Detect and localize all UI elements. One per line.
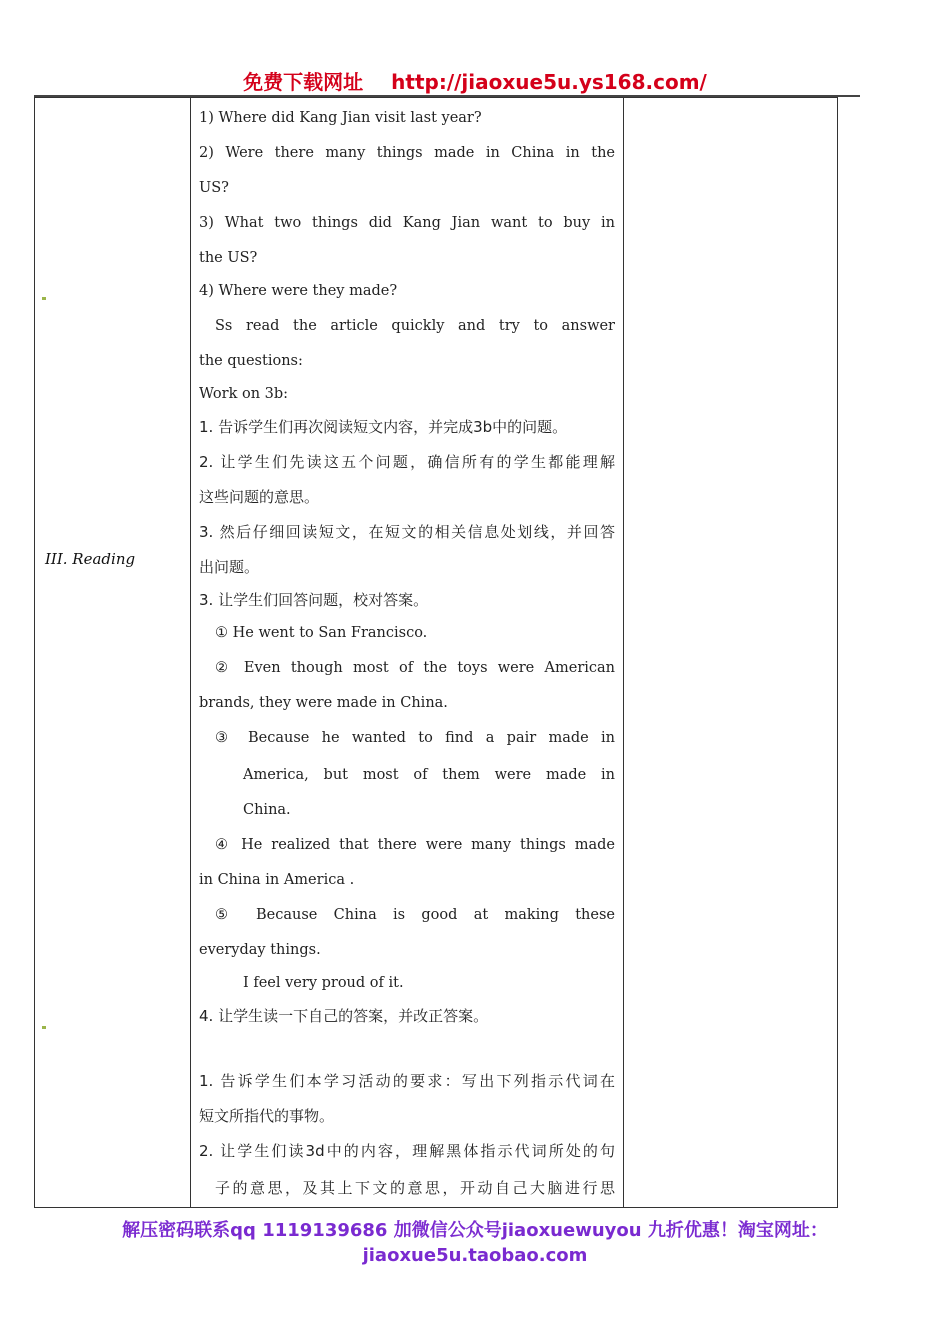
answer-line: in China in America .: [199, 872, 355, 888]
answer-line: China.: [243, 802, 291, 818]
content-text: [191, 98, 623, 1207]
step-line: 1. 告诉学生们本学习活动的要求：写出下列指示代词在: [199, 1072, 615, 1090]
step-line: 3. 让学生们回答问题，校对答案。: [199, 591, 429, 609]
lesson-plan-table: [34, 97, 838, 1208]
bullet-mark: [42, 1026, 46, 1029]
step-line: 2. 让学生们读3d中的内容，理解黑体指示代词所处的句: [199, 1142, 615, 1160]
question-line: 3) What two things did Kang Jian want to buy in: [199, 215, 615, 231]
answer-line: everyday things.: [199, 942, 321, 958]
footer-contact-line: 解压密码联系qq 1119139686 加微信公众号jiaoxuewuyou 九折优惠！淘宝网址：: [122, 1220, 828, 1241]
footer-shop-url[interactable]: jiaoxue5u.taobao.com: [362, 1245, 588, 1266]
question-line: 2) Were there many things made in China in the: [199, 145, 615, 161]
answer-line: America, but most of them were made in: [243, 767, 615, 783]
bullet-mark: [42, 297, 46, 300]
step-line: 出问题。: [199, 558, 260, 576]
section-label: III. Reading: [45, 550, 136, 568]
question-line: the US?: [199, 250, 258, 266]
page-footer: [0, 1218, 950, 1268]
step-line: 1. 告诉学生们再次阅读短文内容，并完成3b中的问题。: [199, 418, 568, 436]
instruction-line: Ss read the article quickly and try to answer: [215, 318, 615, 334]
step-line: 2. 让学生们先读这五个问题，确信所有的学生都能理解: [199, 453, 615, 471]
section-label-cell: [35, 98, 191, 1208]
instruction-line: Work on 3b:: [199, 386, 289, 402]
site-label: 免费下载网址: [243, 70, 364, 94]
content-cell: [191, 98, 624, 1208]
step-line: 3. 然后仔细回读短文，在短文的相关信息处划线，并回答: [199, 523, 615, 541]
table-row: [35, 98, 838, 1208]
answer-line: ① He went to San Francisco.: [215, 625, 428, 641]
page-header: [0, 66, 950, 95]
instruction-line: the questions:: [199, 353, 303, 369]
answer-line: brands, they were made in China.: [199, 695, 448, 711]
answer-line: ③ Because he wanted to find a pair made in: [215, 730, 615, 746]
step-line: 短文所指代的事物。: [199, 1107, 335, 1125]
step-line: 这些问题的意思。: [199, 488, 320, 506]
site-url[interactable]: http://jiaoxue5u.ys168.com/: [391, 70, 707, 94]
answer-line: ⑤ Because China is good at making these: [215, 907, 615, 923]
answer-line: ② Even though most of the toys were American: [215, 660, 615, 676]
question-line: 4) Where were they made?: [199, 283, 398, 299]
answer-line: ④ He realized that there were many things made: [215, 837, 615, 853]
paragraph-gap: [199, 1033, 615, 1063]
question-line: US?: [199, 180, 229, 196]
step-line: 子的意思，及其上下文的意思，开动自己大脑进行思: [215, 1179, 615, 1197]
step-line: 4. 让学生读一下自己的答案，并改正答案。: [199, 1007, 489, 1025]
question-line: 1) Where did Kang Jian visit last year?: [199, 110, 482, 126]
notes-cell: [624, 98, 838, 1208]
answer-line: I feel very proud of it.: [243, 975, 404, 991]
